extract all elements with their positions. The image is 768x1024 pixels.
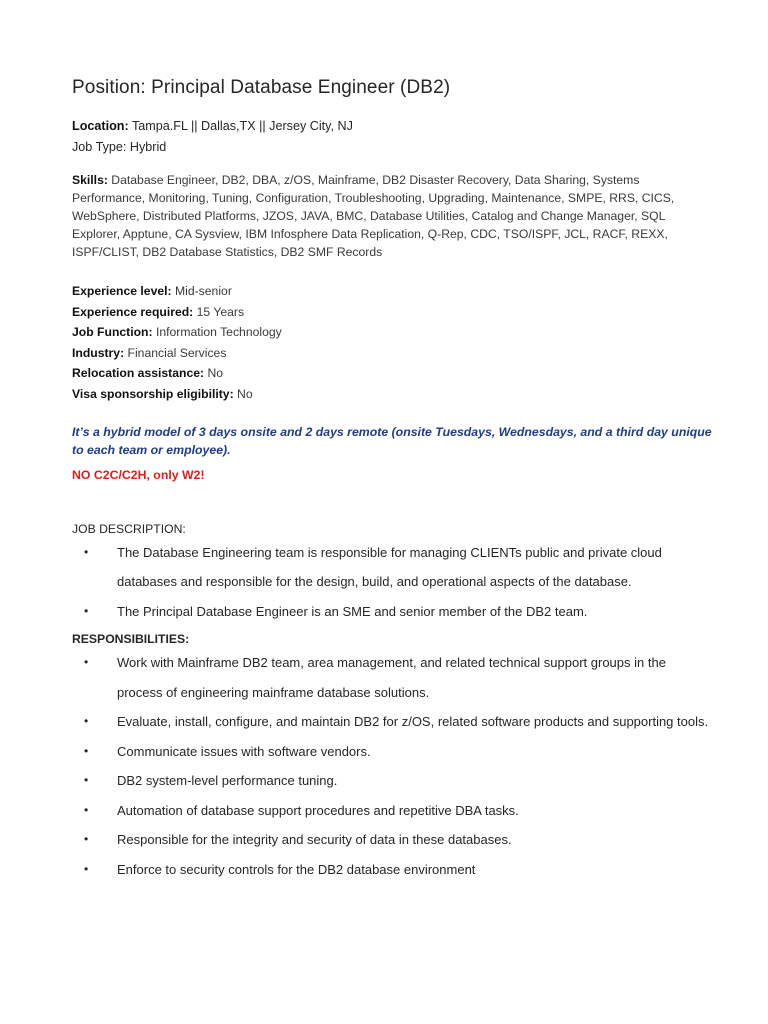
detail-row xyxy=(72,322,712,343)
list-item xyxy=(72,766,712,796)
bullet-icon: • xyxy=(84,802,89,817)
list-item xyxy=(72,597,712,627)
detail-row xyxy=(72,343,712,364)
job-description-list xyxy=(72,538,712,627)
bullet-icon: • xyxy=(84,655,89,670)
list-item-text: Communicate issues with software vendors. xyxy=(117,743,371,759)
list-item xyxy=(72,796,712,826)
employment-type-warning: NO C2C/C2H, only W2! xyxy=(72,467,205,482)
page-title: Position: Principal Database Engineer (DB2) xyxy=(72,77,451,98)
responsibilities-list xyxy=(72,648,712,884)
detail-value: No xyxy=(237,386,253,401)
document-page xyxy=(72,76,712,884)
detail-label: Experience level: xyxy=(72,284,172,298)
detail-label: Experience required: xyxy=(72,304,194,319)
detail-value: Mid-senior xyxy=(174,284,232,298)
job-description-heading: JOB DESCRIPTION: xyxy=(72,521,186,536)
location-line xyxy=(72,116,712,137)
detail-label: Relocation assistance: xyxy=(72,366,205,381)
bullet-icon: • xyxy=(84,714,89,729)
list-item-text: Enforce to security controls for the DB2 database environment xyxy=(117,861,476,877)
list-item xyxy=(72,855,712,885)
list-item-text: The Principal Database Engineer is an SME and senior member of the DB2 team. xyxy=(117,603,588,619)
bullet-icon: • xyxy=(84,861,89,876)
list-item-text: Work with Mainframe DB2 team, area management, and related technical support groups in the process of engineering mainframe database solutions. xyxy=(117,655,666,700)
list-item-text: The Database Engineering team is responsible for managing CLIENTs public and private cloud databases and responsible for the design, build, and operational aspects of the database. xyxy=(117,544,662,590)
detail-label: Industry: xyxy=(72,345,125,360)
detail-value: No xyxy=(207,366,224,381)
list-item-text: Automation of database support procedures and repetitive DBA tasks. xyxy=(117,802,519,818)
list-item xyxy=(72,825,712,855)
detail-label: Job Function: xyxy=(72,325,153,340)
list-item-text: Evaluate, install, configure, and maintain DB2 for z/OS, related software products and supporting tools. xyxy=(117,714,709,730)
responsibilities-heading: RESPONSIBILITIES: xyxy=(72,632,190,647)
bullet-icon: • xyxy=(84,544,89,559)
detail-row xyxy=(72,363,712,384)
detail-row xyxy=(72,302,712,323)
detail-value: Financial Services xyxy=(127,345,227,360)
skills-value: Database Engineer, DB2, DBA, z/OS, Mainframe, DB2 Disaster Recovery, Data Sharing, Systems Performance, Monitoring, Tuning, Configuration, Troubleshooting, Upgrading, Maintenance, SMPE, RRS, CICS, WebSphere, Distributed Platforms, JZOS, JAVA, BMC, Database Utilities, Catalog and Change Manager, SQL Explorer, Apptune, CA Sysview, IBM Infosphere Data Replication, Q-Rep, CDC, TSO/ISPF, JCL, RACF, REXX, ISPF/CLIST, DB2 Database Statistics, DB2 SMF Records xyxy=(72,173,675,259)
detail-value: Information Technology xyxy=(155,325,282,340)
location-value: Tampa.FL || Dallas,TX || Jersey City, NJ xyxy=(131,119,353,133)
list-item xyxy=(72,648,712,707)
detail-row xyxy=(72,281,712,302)
job-details xyxy=(72,281,712,405)
list-item xyxy=(72,538,712,597)
detail-row xyxy=(72,384,712,405)
bullet-icon: • xyxy=(84,773,89,788)
job-type-line: Job Type: Hybrid xyxy=(72,139,167,154)
location-label: Location: xyxy=(72,119,129,133)
list-item-text: DB2 system-level performance tuning. xyxy=(117,773,338,789)
list-item xyxy=(72,737,712,767)
skills-label: Skills: xyxy=(72,173,108,187)
bullet-icon: • xyxy=(84,832,89,847)
bullet-icon: • xyxy=(84,603,89,618)
list-item xyxy=(72,707,712,737)
detail-label: Visa sponsorship eligibility: xyxy=(72,386,234,401)
list-item-text: Responsible for the integrity and security of data in these databases. xyxy=(117,832,512,848)
skills-paragraph xyxy=(72,171,712,261)
detail-value: 15 Years xyxy=(196,304,245,319)
bullet-icon: • xyxy=(84,743,89,758)
hybrid-model-note: It’s a hybrid model of 3 days onsite and 2 days remote (onsite Tuesdays, Wednesdays, and a third day unique to each team or employee). xyxy=(72,424,712,458)
